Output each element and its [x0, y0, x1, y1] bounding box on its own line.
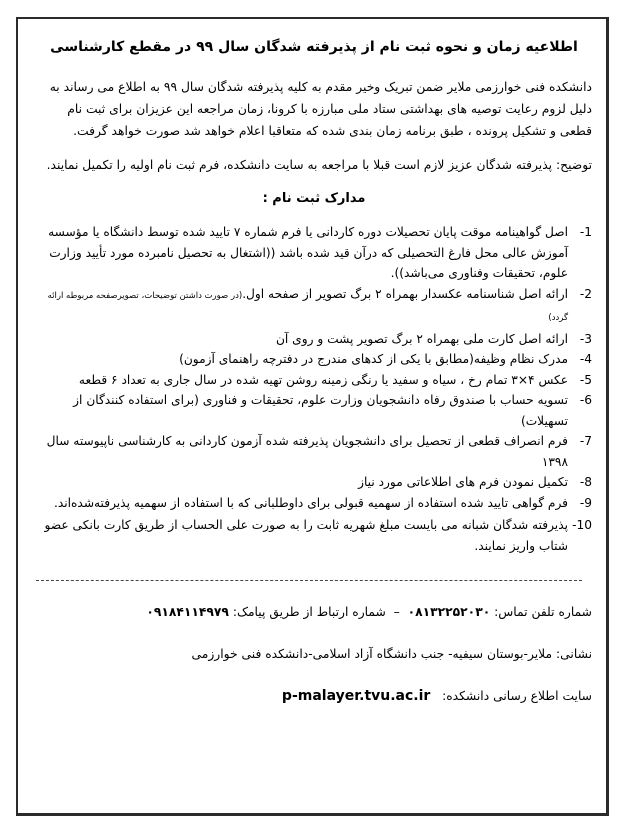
address-text: ملایر-بوستان سیفیه- جنب دانشگاه آزاد اسلامی-دانشکده فنی خوارزمی [191, 647, 553, 661]
divider-line [36, 580, 582, 581]
list-item [36, 329, 592, 350]
documents-heading: مدارک ثبت نام : [262, 191, 366, 206]
address-label: نشانی: [556, 647, 592, 661]
documents-list [36, 222, 592, 556]
site-url-link[interactable]: p-malayer.tvu.ac.ir [281, 688, 431, 704]
notice-title: اطلاعیه زمان و نحوه ثبت نام از پذیرفته شدگان سال ۹۹ در مقطع کارشناسی [50, 39, 578, 55]
item-number: -2 [579, 286, 592, 301]
item-number: -9 [579, 495, 592, 510]
notice-frame [16, 17, 609, 816]
separator-dash: – [393, 605, 400, 619]
item-number: -1 [579, 225, 592, 239]
item-text: ارائه اصل شناسنامه عکسدار بهمراه ۲ برگ تصویر از صفحه اول. [242, 286, 568, 301]
list-item [36, 515, 592, 556]
item-text: فرم گواهی تایید شده استفاده از سهمیه قبولی برای داوطلبانی که با استفاده از سهمیه پذیرفته‌شده‌اند. [53, 495, 568, 510]
item-text: ارائه اصل کارت ملی بهمراه ۲ برگ تصویر پشت و روی آن [275, 331, 568, 346]
item-text: اصل گواهینامه موقت پایان تحصیلات دوره کاردانی یا فرم شماره ۷ تایید شده توسط دانشگاه یا مؤسسه آموزش عالی محل فارغ التحصیلی که درآن قید شده باشد ((اشتغال به تحصیل نامبرده مورد تأیید وزارت علوم، تحقیقات وفناوری می‌باشد)). [48, 225, 568, 280]
site-label: سایت اطلاع رسانی دانشکده: [442, 689, 592, 703]
item-number: -6 [579, 393, 592, 407]
item-text: تسویه حساب با صندوق رفاه دانشجویان وزارت علوم، تحقیقات و فناوری (برای استفاده کنندگان از تسهیلات) [73, 393, 568, 428]
item-number: -5 [579, 372, 592, 387]
note-paragraph: توضیح: پذیرفته شدگان عزیز لازم است قبلا با مراجعه به سایت دانشکده، فرم ثبت نام اولیه را تکمیل نمایند. [46, 158, 592, 172]
item-number: -8 [579, 475, 592, 489]
list-item [36, 349, 592, 370]
item-text: پذیرفته شدگان شبانه می بایست مبلغ شهریه ثابت را به صورت علی الحساب از طریق کارت بانکی عضو شتاب واریز نمایند. [44, 518, 568, 553]
item-number: -10 [572, 518, 592, 532]
list-item [36, 370, 592, 391]
list-item [36, 284, 592, 329]
contact-address-line [36, 643, 592, 665]
list-item [36, 431, 592, 472]
phone-label: شماره تلفن تماس: [494, 605, 592, 619]
contact-phone-line [36, 601, 592, 623]
contact-site-line [36, 685, 592, 707]
item-text: مدرک نظام وظیفه(مطابق با یکی از کدهای مندرج در دفترچه راهنمای آزمون) [179, 352, 568, 366]
item-number: -4 [579, 352, 592, 366]
item-text: فرم انصراف قطعی از تحصیل برای دانشجویان پذیرفته شده آزمون کاردانی به کارشناسی ناپیوسته سال ۱۳۹۸ [46, 434, 568, 469]
list-item [36, 472, 592, 493]
item-number: -3 [579, 331, 592, 346]
list-item [36, 493, 592, 514]
item-text: عکس ۴×۳ تمام رخ ، سیاه و سفید یا رنگی زمینه روشن تهیه شده در سال جاری به تعداد ۶ قطعه [78, 372, 568, 387]
list-item [36, 222, 592, 284]
sms-label: شماره ارتباط از طریق پیامک: [232, 605, 386, 619]
list-item [36, 390, 592, 431]
item-small-note: (در صورت داشتن توضیحات، تصویرصفحه مربوطه ارائه گردد) [47, 290, 568, 323]
item-text: تکمیل نمودن فرم های اطلاعاتی مورد نیاز [358, 475, 568, 489]
phone-number: ۰۸۱۳۲۲۵۲۰۳۰ [407, 605, 491, 619]
intro-paragraph: دانشکده فنی خوارزمی ملایر ضمن تبریک وخیر مقدم به کلیه پذیرفته شدگان سال ۹۹ به اطلاع می رساند به دلیل لزوم رعایت توصیه های بهداشتی ستاد ملی مبارزه با کرونا، زمان مراجعه این عزیزان برای ثبت نام قطعی و تشکیل پرونده ، طبق برنامه زمان بندی شده که متعاقبا اعلام خواهد شد صورت خواهد گرفت. [49, 80, 592, 138]
item-number: -7 [579, 434, 592, 448]
sms-number: ۰۹۱۸۴۱۱۴۹۷۹ [146, 605, 229, 619]
